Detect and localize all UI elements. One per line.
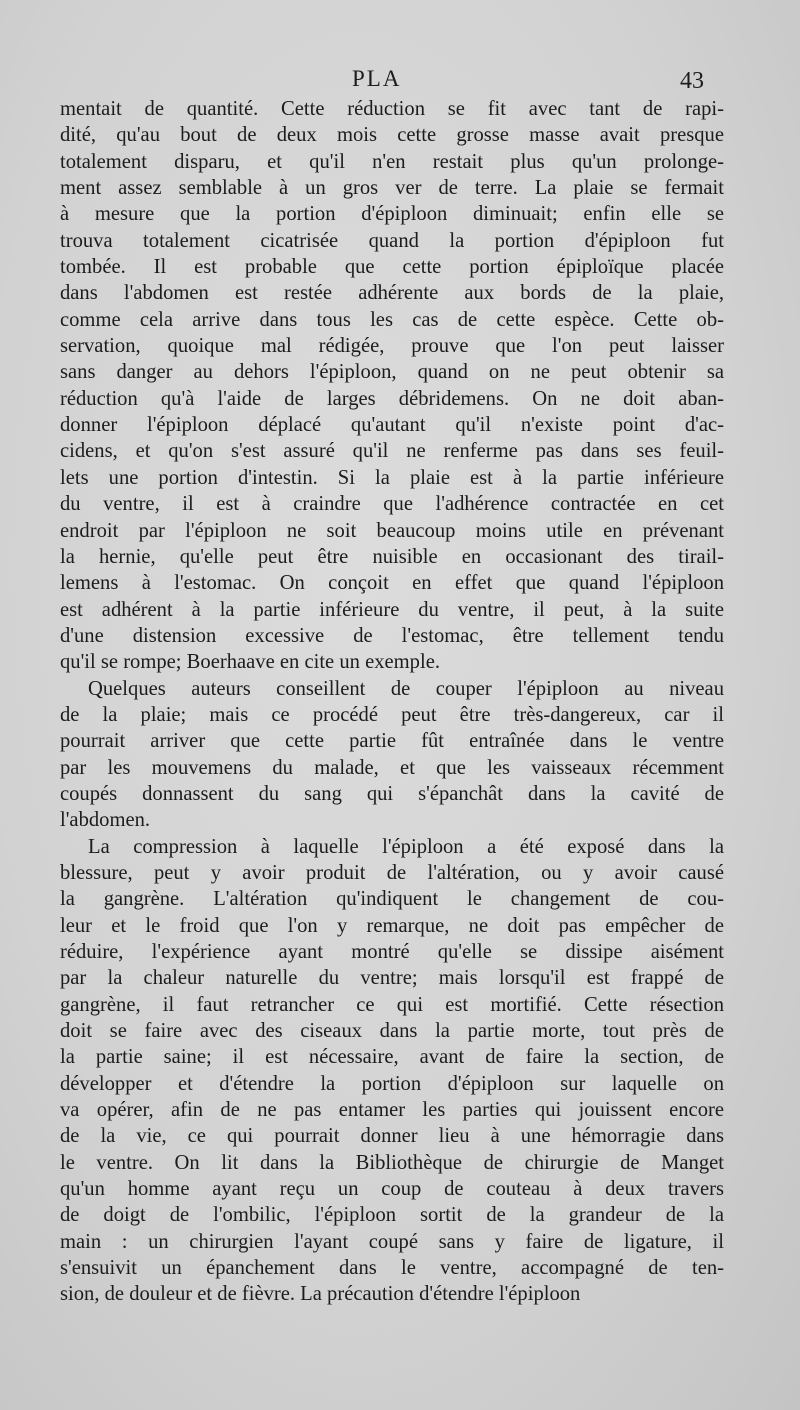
paragraph bbox=[60, 96, 724, 676]
text-line: cidens, et qu'on s'est assuré qu'il ne renferme pas dans ses feuil- bbox=[60, 440, 724, 463]
text-line: l'abdomen. bbox=[60, 809, 151, 832]
text-line: pourrait arriver que cette partie fût entraînée dans le ventre bbox=[60, 730, 724, 753]
text-line: totalement disparu, et qu'il n'en restait plus qu'un prolonge- bbox=[60, 150, 724, 173]
text-line: d'une distension excessive de l'estomac, être tellement tendu bbox=[60, 624, 724, 647]
text-line: blessure, peut y avoir produit de l'altération, ou y avoir causé bbox=[60, 861, 724, 884]
text-line: du ventre, il est à craindre que l'adhérence contractée en cet bbox=[60, 493, 724, 516]
body-text bbox=[60, 96, 724, 1308]
paragraph bbox=[60, 834, 724, 1308]
paragraph bbox=[60, 676, 724, 834]
page-header bbox=[0, 66, 800, 96]
text-line: lemens à l'estomac. On conçoit en effet que quand l'épiploon bbox=[60, 572, 724, 595]
text-line: est adhérent à la partie inférieure du ventre, il peut, à la suite bbox=[60, 598, 724, 621]
text-line: trouva totalement cicatrisée quand la portion d'épiploon fut bbox=[60, 229, 724, 252]
running-head: PLA bbox=[352, 66, 402, 91]
text-line: qu'il se rompe; Boerhaave en cite un exemple. bbox=[60, 651, 440, 674]
text-line: La compression à laquelle l'épiploon a été exposé dans la bbox=[88, 835, 724, 858]
text-line: développer et d'étendre la portion d'épiploon sur laquelle on bbox=[60, 1072, 724, 1095]
text-line: mentait de quantité. Cette réduction se fit avec tant de rapi- bbox=[60, 98, 724, 120]
text-line: réduire, l'expérience ayant montré qu'elle se dissipe aisément bbox=[60, 941, 724, 963]
text-line: ment assez semblable à un gros ver de terre. La plaie se fermait bbox=[60, 177, 724, 200]
text-line: par les mouvemens du malade, et que les vaisseaux récemment bbox=[60, 756, 724, 779]
text-line: la hernie, qu'elle peut être nuisible en occasionant des tirail- bbox=[60, 545, 724, 568]
text-line: va opérer, afin de ne pas entamer les parties qui jouissent encore bbox=[60, 1099, 724, 1122]
text-line: sion, de douleur et de fièvre. La précaution d'étendre l'épiploon bbox=[60, 1283, 581, 1306]
text-line: de doigt de l'ombilic, l'épiploon sortit de la grandeur de la bbox=[60, 1204, 724, 1227]
text-line: Quelques auteurs conseillent de couper l'épiploon au niveau bbox=[88, 677, 724, 700]
text-line: comme cela arrive dans tous les cas de cette espèce. Cette ob- bbox=[60, 308, 724, 331]
text-line: à mesure que la portion d'épiploon diminuait; enfin elle se bbox=[60, 203, 724, 226]
text-line: servation, quoique mal rédigée, prouve que l'on peut laisser bbox=[60, 335, 724, 358]
text-line: donner l'épiploon déplacé qu'autant qu'il n'existe point d'ac- bbox=[60, 414, 724, 437]
text-line: qu'un homme ayant reçu un coup de couteau à deux travers bbox=[60, 1178, 724, 1201]
text-line: la gangrène. L'altération qu'indiquent le changement de cou- bbox=[60, 888, 724, 911]
text-line: main : un chirurgien l'ayant coupé sans y faire de ligature, il bbox=[60, 1230, 724, 1253]
text-line: de la vie, ce qui pourrait donner lieu à une hémorragie dans bbox=[60, 1125, 724, 1148]
text-line: tombée. Il est probable que cette portion épiploïque placée bbox=[60, 256, 724, 279]
text-line: leur et le froid que l'on y remarque, ne doit pas empêcher de bbox=[60, 914, 724, 937]
text-line: doit se faire avec des ciseaux dans la partie morte, tout près de bbox=[60, 1020, 724, 1043]
text-line: dité, qu'au bout de deux mois cette grosse masse avait presque bbox=[60, 124, 724, 147]
text-line: s'ensuivit un épanchement dans le ventre, accompagné de ten- bbox=[60, 1257, 724, 1280]
text-line: de la plaie; mais ce procédé peut être très-dangereux, car il bbox=[60, 703, 724, 726]
text-line: réduction qu'à l'aide de larges débridemens. On ne doit aban- bbox=[60, 387, 724, 410]
text-line: endroit par l'épiploon ne soit beaucoup moins utile en prévenant bbox=[60, 519, 724, 542]
text-line: par la chaleur naturelle du ventre; mais lorsqu'il est frappé de bbox=[60, 967, 724, 990]
text-line: la partie saine; il est nécessaire, avant de faire la section, de bbox=[60, 1046, 724, 1069]
text-line: sans danger au dehors l'épiploon, quand on ne peut obtenir sa bbox=[60, 361, 724, 384]
page-number: 43 bbox=[680, 68, 704, 94]
text-line: le ventre. On lit dans la Bibliothèque de chirurgie de Manget bbox=[60, 1151, 724, 1174]
text-line: lets une portion d'intestin. Si la plaie est à la partie inférieure bbox=[60, 466, 724, 489]
text-line: dans l'abdomen est restée adhérente aux bords de la plaie, bbox=[60, 282, 724, 305]
text-line: gangrène, il faut retrancher ce qui est mortifié. Cette résection bbox=[60, 993, 724, 1016]
text-line: coupés donnassent du sang qui s'épanchât dans la cavité de bbox=[60, 782, 724, 805]
